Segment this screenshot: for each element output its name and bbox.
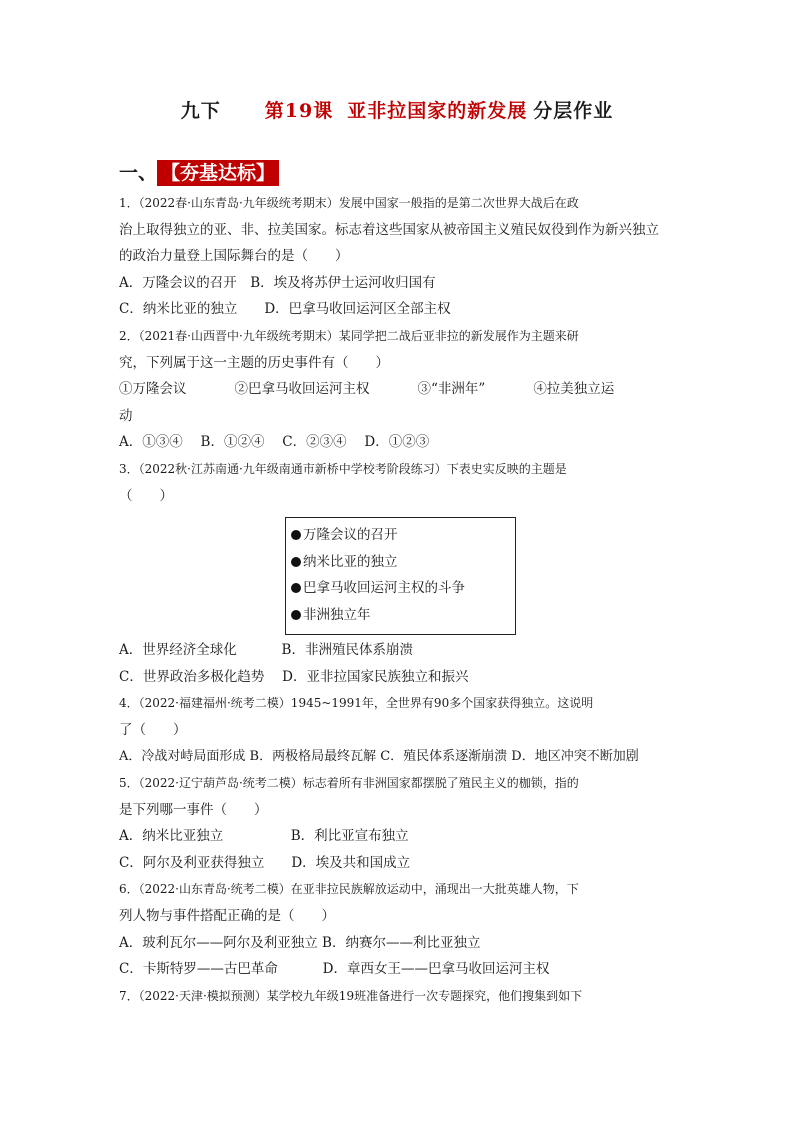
question-2-choice-4: ④拉美独立运: [533, 381, 615, 398]
question-3: [119, 456, 679, 690]
question-6: [119, 876, 679, 982]
question-2-choice-1: ①万隆会议: [119, 381, 187, 398]
question-4-line-1: 4．（2022·福建福州·统考二模）1945~1991年，全世界有90多个国家获得独立。这说明: [119, 696, 594, 711]
bullet-icon: [291, 610, 301, 620]
bullet-icon: [291, 583, 301, 593]
question-4-options: A．冷战对峙局面形成 B．两极格局最终瓦解 C．殖民体系逐渐崩溃 D．地区冲突不断加剧: [119, 748, 639, 764]
title-topic: 亚非拉国家的新发展: [347, 100, 528, 122]
section-number: 一、: [119, 162, 158, 184]
question-5-line-1: 5．（2022·辽宁葫芦岛·统考二模）标志着所有非洲国家都摆脱了殖民主义的枷锁，指的: [119, 776, 579, 791]
question-1-options-1: A．万隆会议的召开 B．埃及将苏伊士运河收归国有: [119, 274, 436, 291]
bullet-icon: [291, 557, 301, 567]
question-2: [119, 323, 679, 456]
question-6-options-2: C．卡斯特罗——古巴革命 D．章西女王——巴拿马收回运河主权: [119, 961, 550, 978]
fact-item-text: 非洲独立年: [303, 606, 371, 623]
fact-item-text: 万隆会议的召开: [303, 527, 398, 544]
question-3-options-1: A．世界经济全球化 B．非洲殖民体系崩溃: [119, 642, 413, 659]
question-1-line-3: 的政治力量登上国际舞台的是（ ）: [119, 248, 349, 265]
question-5-options-1: A．纳米比亚独立 B．利比亚宣布独立: [119, 828, 409, 845]
page-title: [0, 96, 794, 123]
question-2-choice-4-cont: 动: [119, 407, 133, 424]
question-4-line-2: 了（ ）: [119, 721, 187, 738]
bullet-icon: [291, 530, 301, 540]
question-2-options: A．①③④ B．①②④ C．②③④ D．①②③: [119, 434, 430, 451]
title-lesson: 第19课: [264, 100, 334, 122]
question-list: [119, 190, 679, 1009]
question-6-options-1: A．玻利瓦尔——阿尔及利亚独立 B．纳赛尔——利比亚独立: [119, 934, 481, 951]
question-3-fact-table: [285, 517, 516, 635]
question-2-choice-3: ③“非洲年”: [417, 381, 486, 398]
question-1: [119, 190, 679, 323]
fact-item-text: 纳米比亚的独立: [303, 553, 398, 570]
fact-item: [286, 522, 515, 549]
question-5-line-2: 是下列哪一事件（ ）: [119, 801, 268, 818]
section-heading: [119, 158, 279, 186]
question-2-choices: [119, 376, 679, 403]
section-tag: 【夯基达标】: [157, 160, 279, 186]
fact-item-text: 巴拿马收回运河主权的斗争: [303, 580, 465, 597]
question-2-choice-2: ②巴拿马收回运河主权: [234, 381, 370, 398]
question-2-line-1: 2．（2021春·山西晋中·九年级统考期末）某同学把二战后亚非拉的新发展作为主题来研: [119, 328, 579, 343]
fact-item: [286, 602, 515, 629]
question-1-options-2: C．纳米比亚的独立 D．巴拿马收回运河区全部主权: [119, 301, 451, 318]
fact-item: [286, 575, 515, 602]
question-6-line-2: 列人物与事件搭配正确的是（ ）: [119, 908, 335, 925]
question-7-line-1: 7．（2022·天津·模拟预测）某学校九年级19班准备进行一次专题探究，他们搜集到如下: [119, 988, 583, 1003]
question-6-line-1: 6．（2022·山东青岛·统考二模）在亚非拉民族解放运动中，涌现出一大批英雄人物，下: [119, 882, 579, 897]
question-5: [119, 770, 679, 876]
question-3-line-2: （ ）: [119, 487, 173, 504]
title-grade: 九下: [180, 100, 221, 122]
question-5-options-2: C．阿尔及利亚获得独立 D．埃及共和国成立: [119, 854, 411, 871]
question-3-options-2: C．世界政治多极化趋势 D．亚非拉国家民族独立和振兴: [119, 668, 469, 685]
question-3-line-1: 3．（2022秋·江苏南通·九年级南通市新桥中学校考阶段练习）下表史实反映的主题是: [119, 461, 567, 476]
question-1-line-1: 1．（2022春·山东青岛·九年级统考期末）发展中国家一般指的是第二次世界大战后在政: [119, 196, 579, 210]
question-2-line-2: 究，下列属于这一主题的历史事件有（ ）: [119, 354, 389, 371]
question-4: [119, 690, 679, 770]
question-1-line-2: 治上取得独立的亚、非、拉美国家。标志着这些国家从被帝国主义殖民奴役到作为新兴独立: [119, 221, 659, 238]
fact-item: [286, 549, 515, 576]
title-suffix: 分层作业: [533, 100, 614, 122]
question-7: [119, 983, 679, 1010]
